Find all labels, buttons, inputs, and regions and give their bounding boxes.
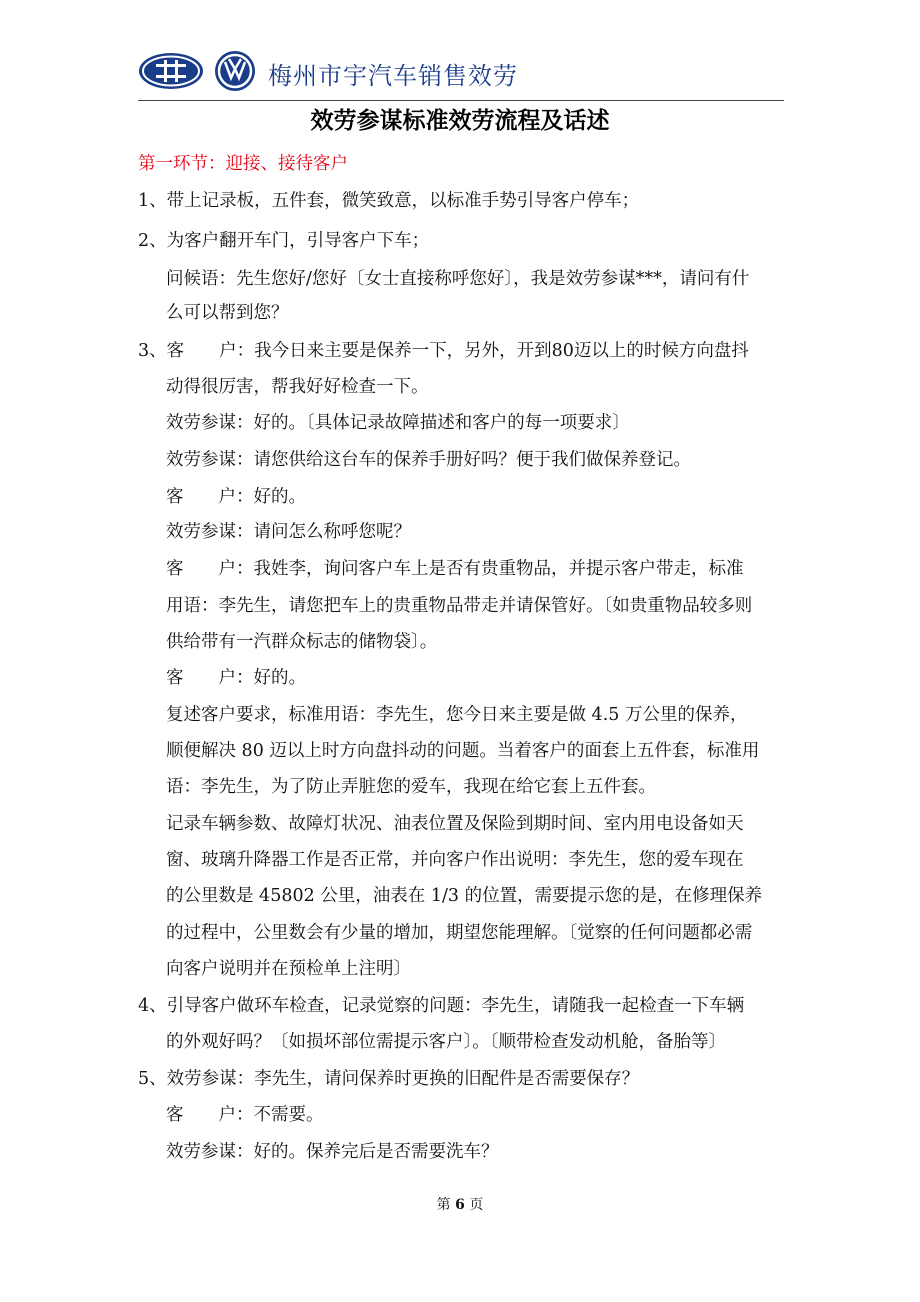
dialogue-line: 客 户：不需要。 — [166, 1105, 324, 1125]
page-number: 6 — [455, 1197, 465, 1213]
volkswagen-logo-icon — [214, 50, 256, 92]
company-name: 梅州市宇汽车销售效劳 — [268, 62, 518, 90]
paragraph-line: 窗、玻璃升降器工作是否正常，并向客户作出说明：李先生，您的爱车现在 — [166, 850, 744, 870]
paragraph-line: 语：李先生，为了防止弄脏您的爱车，我现在给它套上五件套。 — [166, 777, 656, 797]
paragraph-line: 的过程中，公里数会有少量的增加，期望您能理解。〔觉察的任何问题都必需 — [166, 923, 753, 943]
paragraph-line: 的公里数是 45802 公里，油表在 1/3 的位置，需要提示您的是，在修理保养 — [166, 886, 763, 906]
step-1: 1、带上记录板，五件套，微笑致意，以标准手势引导客户停车； — [138, 191, 640, 211]
step-3-line-1: 3、客 户：我今日来主要是保养一下，另外，开到80迈以上的时候方向盘抖 — [138, 341, 749, 361]
section-heading: 第一环节：迎接、接待客户 — [138, 154, 348, 174]
dialogue-line: 客 户：好的。 — [166, 668, 306, 688]
dialogue-line: 效劳参谋：请您供给这台车的保养手册好吗？便于我们做保养登记。 — [166, 450, 691, 470]
step-4-line-2: 的外观好吗？〔如损坏部位需提示客户〕。〔顺带检查发动机舱，备胎等〕 — [166, 1032, 726, 1052]
paragraph-line: 复述客户要求，标准用语：李先生，您今日来主要是做 4.5 万公里的保养， — [166, 705, 748, 725]
dialogue-line: 供给带有一汽群众标志的储物袋〕。 — [166, 632, 438, 652]
paragraph-line: 向客户说明并在预检单上注明〕 — [166, 959, 411, 979]
paragraph-line: 顺便解决 80 迈以上时方向盘抖动的问题。当着客户的面套上五件套，标准用 — [166, 741, 760, 761]
page-header — [138, 44, 784, 101]
step-4-line-1: 4、引导客户做环车检查，记录觉察的问题：李先生，请随我一起检查一下车辆 — [138, 996, 745, 1016]
dialogue-line: 效劳参谋：请问怎么称呼您呢？ — [166, 522, 411, 542]
page-suffix: 页 — [469, 1197, 484, 1213]
step-5: 5、效劳参谋：李先生，请问保养时更换的旧配件是否需要保存？ — [138, 1069, 640, 1089]
page-prefix: 第 — [436, 1197, 451, 1213]
greeting-line-2: 么可以帮到您？ — [166, 303, 289, 323]
dialogue-line: 效劳参谋：好的。保养完后是否需要洗车？ — [166, 1142, 499, 1162]
paragraph-line: 记录车辆参数、故障灯状况、油表位置及保险到期时间、室内用电设备如天 — [166, 814, 744, 834]
dialogue-line: 客 户：好的。 — [166, 487, 306, 507]
faw-logo-icon — [138, 52, 204, 90]
dialogue-line: 客 户：我姓李，询问客户车上是否有贵重物品，并提示客户带走，标准 — [166, 559, 744, 579]
dialogue-line: 效劳参谋：好的。〔具体记录故障描述和客户的每一项要求〕 — [166, 413, 630, 433]
step-3-line-2: 动得很厉害，帮我好好检查一下。 — [166, 377, 429, 397]
greeting-line-1: 问候语：先生您好/您好〔女士直接称呼您好〕，我是效劳参谋***，请问有什 — [166, 269, 750, 289]
dialogue-line: 用语：李先生，请您把车上的贵重物品带走并请保管好。〔如贵重物品较多则 — [166, 596, 753, 616]
document-title: 效劳参谋标准效劳流程及话述 — [310, 108, 610, 134]
page-footer — [0, 1194, 920, 1214]
step-2: 2、为客户翻开车门，引导客户下车； — [138, 231, 430, 251]
